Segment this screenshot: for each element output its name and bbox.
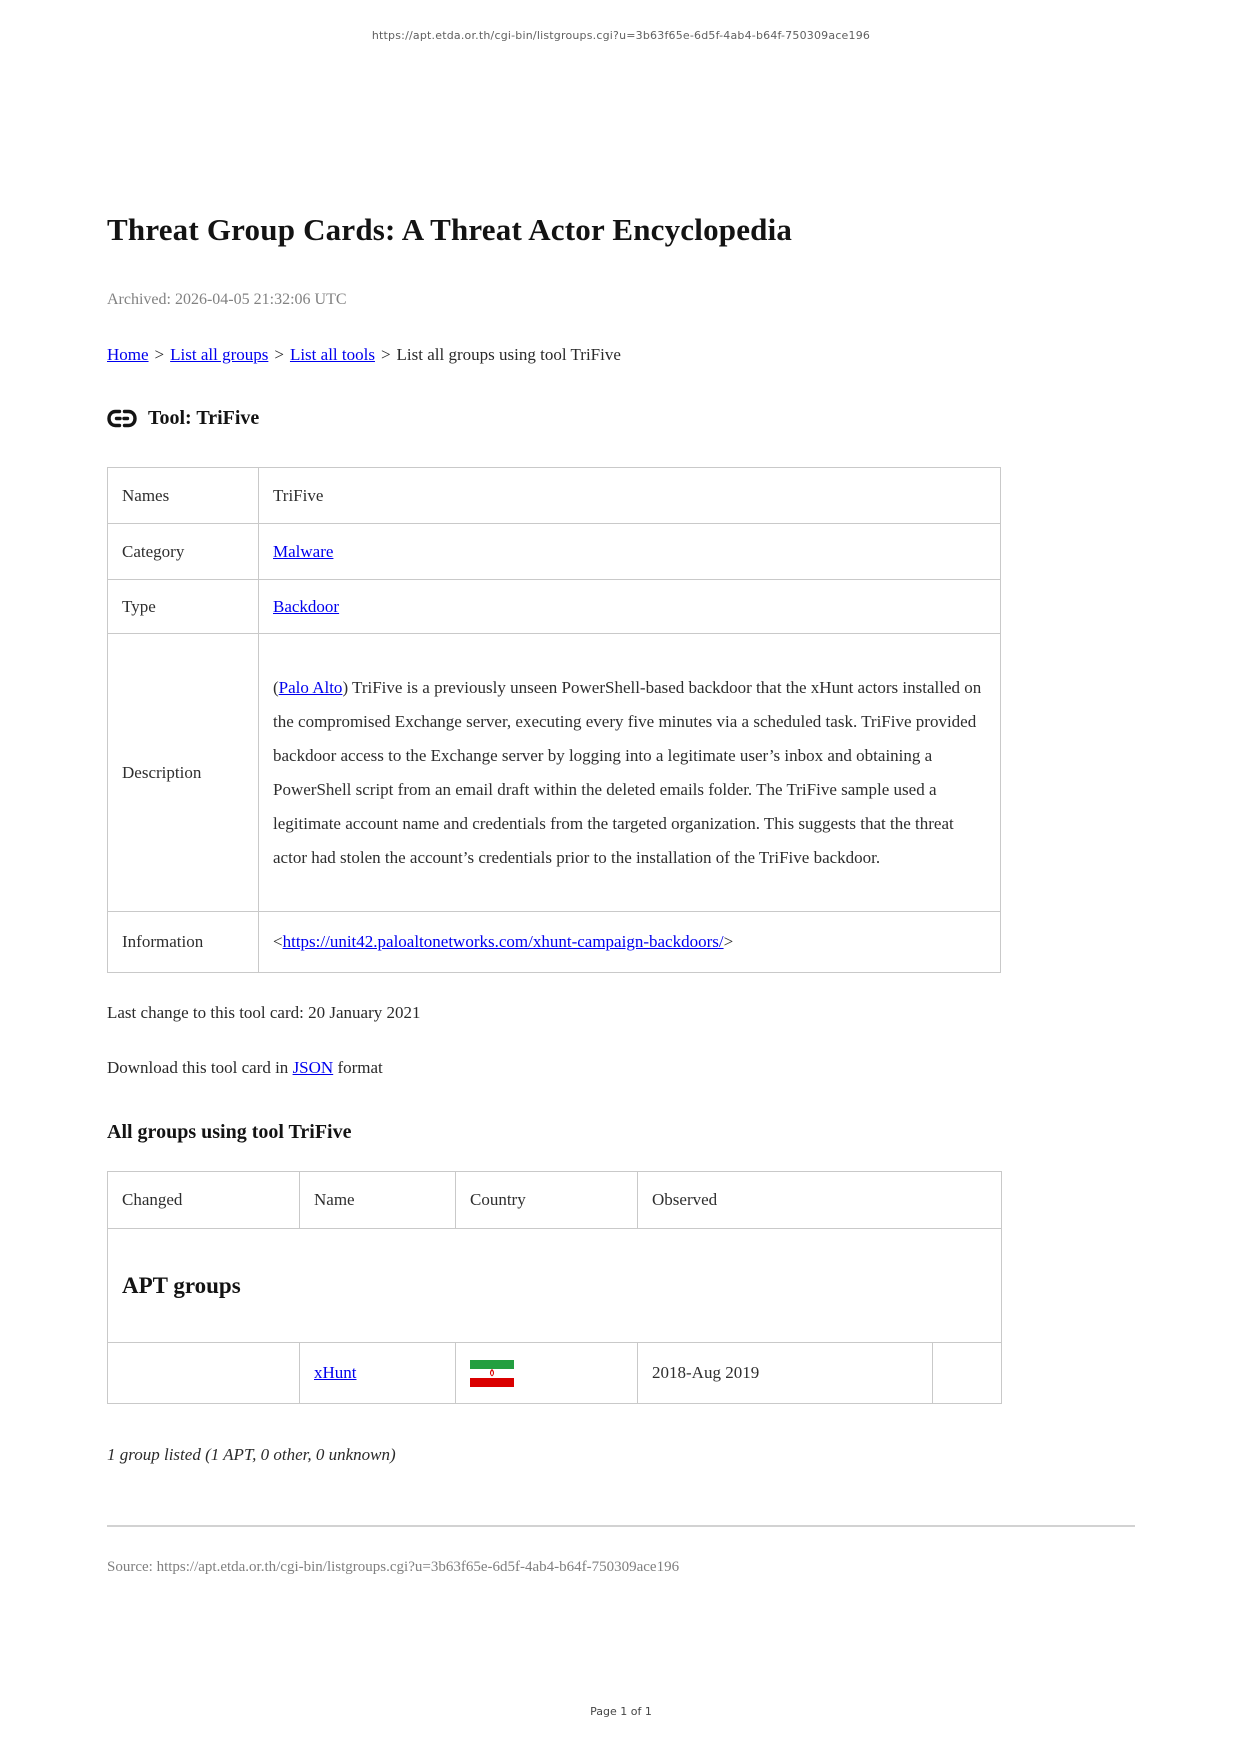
breadcrumb-current: List all groups using tool TriFive (396, 345, 621, 364)
archived-timestamp: Archived: 2026-04-05 21:32:06 UTC (107, 291, 347, 308)
information-url-link[interactable]: https://unit42.paloaltonetworks.com/xhunt-campaign-backdoors/ (282, 932, 724, 951)
apt-groups-section-row (108, 1229, 1002, 1343)
cell-changed (108, 1343, 300, 1404)
description-body: ) TriFive is a previously unseen PowerShell-based backdoor that the xHunt actors installed on the compromised Exchange server, executing every five minutes via a scheduled task. TriFive provided backdoor access to the Exchange server by logging into a legitimate user’s inbox and obtaining a PowerShell script from an email draft within the deleted emails folder. The TriFive sample used a legitimate account name and credentials from the targeted organization. This suggests that the threat actor had stolen the account’s credentials prior to the installation of the TriFive backdoor. (273, 677, 982, 867)
download-line (107, 1057, 1001, 1078)
description-text (259, 634, 1001, 912)
iran-flag-icon (470, 1360, 514, 1387)
groups-table (107, 1171, 1002, 1404)
tool-row-type (108, 580, 1001, 634)
header-name: Name (300, 1172, 456, 1229)
flag-emblem (488, 1369, 497, 1378)
flag-green-stripe (470, 1360, 514, 1369)
category-malware-link[interactable]: Malware (273, 541, 334, 561)
tool-row-names (108, 468, 1001, 524)
names-value: TriFive (259, 468, 1001, 524)
divider (107, 1525, 1135, 1527)
page-title: Threat Group Cards: A Threat Actor Encyclopedia (107, 212, 793, 247)
main-content (107, 0, 1001, 1577)
type-backdoor-link[interactable]: Backdoor (273, 596, 340, 616)
groups-count-summary: 1 group listed (1 APT, 0 other, 0 unknown) (107, 1445, 396, 1464)
flag-red-stripe (470, 1378, 514, 1387)
last-change-text: Last change to this tool card: 20 January 2021 (107, 1003, 421, 1022)
header-observed: Observed (638, 1172, 1002, 1229)
description-prefix: ( (273, 677, 279, 697)
tool-heading-text: Tool: TriFive (148, 406, 260, 429)
header-country: Country (456, 1172, 638, 1229)
print-header-url: https://apt.etda.or.th/cgi-bin/listgroups.cgi?u=3b63f65e-6d5f-4ab4-b64f-750309ace196 (371, 29, 871, 42)
angle-close: > (723, 932, 734, 951)
tool-row-description (108, 634, 1001, 912)
information-value (259, 912, 1001, 973)
cell-country (456, 1343, 638, 1404)
row-label: Category (108, 524, 259, 580)
cell-extra (933, 1343, 1002, 1404)
row-label: Description (108, 634, 259, 912)
breadcrumb (107, 344, 1001, 366)
breadcrumb-list-all-tools-link[interactable]: List all tools (289, 345, 375, 364)
breadcrumb-separator: > (274, 345, 284, 364)
groups-section-heading: All groups using tool TriFive (107, 1121, 352, 1143)
page-number-footer: Page 1 of 1 (590, 1705, 652, 1718)
download-suffix: format (333, 1058, 383, 1077)
tool-row-information (108, 912, 1001, 973)
row-label: Information (108, 912, 259, 973)
row-label: Type (108, 580, 259, 634)
download-prefix: Download this tool card in (107, 1058, 293, 1077)
json-download-link[interactable]: JSON (292, 1058, 334, 1077)
flag-white-stripe (470, 1369, 514, 1378)
breadcrumb-separator: > (380, 345, 391, 364)
cell-observed: 2018-Aug 2019 (638, 1343, 933, 1404)
group-xhunt-link[interactable]: xHunt (314, 1363, 357, 1382)
angle-open: < (273, 932, 283, 951)
chain-link-icon (107, 408, 137, 429)
palo-alto-link[interactable]: Palo Alto (278, 677, 343, 697)
breadcrumb-list-all-groups-link[interactable]: List all groups (170, 345, 269, 364)
tool-row-category (108, 524, 1001, 580)
apt-groups-label: APT groups (108, 1229, 1002, 1343)
group-row-xhunt (108, 1343, 1002, 1404)
header-changed: Changed (108, 1172, 300, 1229)
row-label: Names (108, 468, 259, 524)
source-line: Source: https://apt.etda.or.th/cgi-bin/listgroups.cgi?u=3b63f65e-6d5f-4ab4-b64f-750309ace196 (107, 1559, 680, 1575)
groups-table-header-row (108, 1172, 1002, 1229)
tool-heading (107, 404, 1001, 432)
breadcrumb-separator: > (154, 345, 165, 364)
breadcrumb-home-link[interactable]: Home (107, 345, 149, 364)
tool-card-table (107, 467, 1001, 973)
